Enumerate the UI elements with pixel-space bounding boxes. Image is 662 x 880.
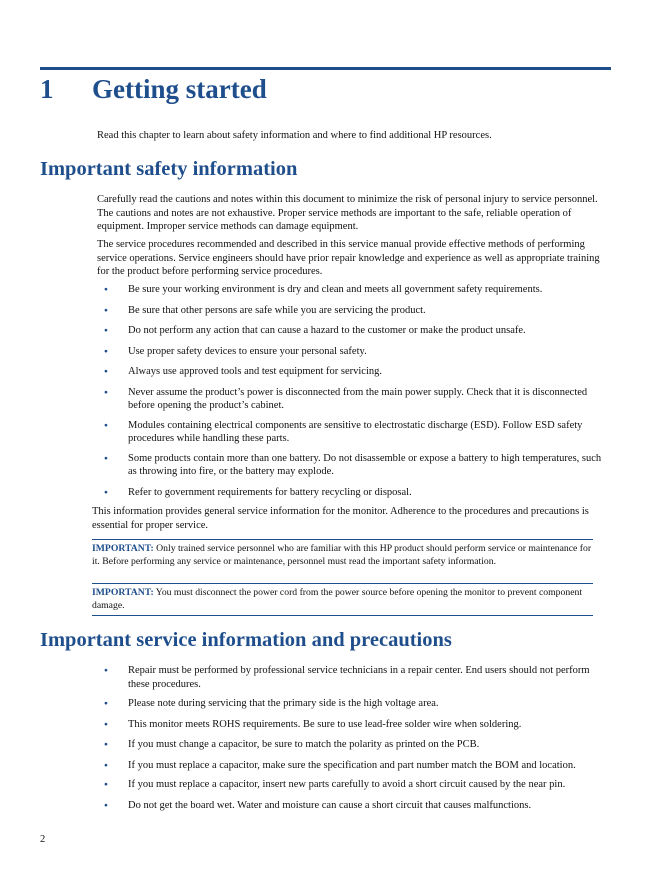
list-item: ● If you must replace a capacitor, make sure the specification and part number match the BOM and location.: [97, 759, 602, 773]
list-item: ● Repair must be performed by professional service technicians in a repair center. End users should not perform these procedures.: [97, 664, 602, 691]
list-item: ● Be sure that other persons are safe while you are servicing the product.: [97, 304, 602, 318]
safety-closing-paragraph: This information provides general service information for the monitor. Adherence to the procedures and precautions is essential for proper service.: [92, 506, 589, 531]
chapter-title: [40, 73, 267, 105]
list-item: ● Modules containing electrical components are sensitive to electrostatic discharge (ESD). Follow ESD safety procedures while handling these parts.: [97, 419, 602, 446]
list-item: ● Some products contain more than one battery. Do not disassemble or expose a battery to high temperatures, such as throwing into fire, or the battery may explode.: [97, 452, 602, 479]
chapter-number: 1: [40, 74, 54, 104]
important-note-text: You must disconnect the power cord from the power source before opening the monitor to prevent component damage.: [92, 587, 583, 612]
important-label: IMPORTANT:: [92, 587, 154, 598]
safety-bullet-list: [97, 283, 602, 499]
important-note-2: [92, 583, 593, 616]
important-label: IMPORTANT:: [92, 543, 154, 554]
list-item: ● Please note during servicing that the primary side is the high voltage area.: [97, 697, 602, 711]
list-item: ● Use proper safety devices to ensure your personal safety.: [97, 345, 602, 359]
chapter-title-text: Getting started: [92, 74, 267, 104]
service-bullet-list: [97, 664, 602, 812]
list-item: ● Always use approved tools and test equipment for servicing.: [97, 365, 602, 379]
list-item: ● Do not perform any action that can cause a hazard to the customer or make the product unsafe.: [97, 324, 602, 338]
intro-paragraph: Read this chapter to learn about safety information and where to find additional HP resources.: [97, 130, 492, 141]
list-item: ● Be sure your working environment is dry and clean and meets all government safety requirements.: [97, 283, 602, 297]
service-heading: Important service information and precautions: [40, 629, 452, 651]
safety-paragraph-2: The service procedures recommended and described in this service manual provide effective methods of performing service operations. Service engineers should have prior repair knowledge and experience as well as appropriate training for the product before performing service procedures.: [97, 239, 600, 277]
important-note-1: [92, 539, 593, 569]
list-item: ● Never assume the product’s power is disconnected from the main power supply. Check that it is disconnected before opening the product’s cabinet.: [97, 386, 602, 413]
safety-heading: Important safety information: [40, 158, 298, 180]
important-note-text: Only trained service personnel who are familiar with this HP product should perform service or maintenance for it. Before performing any service or maintenance, personnel must read the important safety information.: [92, 543, 592, 568]
list-item: ● Do not get the board wet. Water and moisture can cause a short circuit that causes malfunctions.: [97, 799, 602, 813]
list-item: ● If you must change a capacitor, be sure to match the polarity as printed on the PCB.: [97, 738, 602, 752]
page-number: 2: [40, 834, 46, 845]
safety-paragraph-1: Carefully read the cautions and notes within this document to minimize the risk of personal injury to service personnel. The cautions and notes are not exhaustive. Proper service methods are important to the safe, reliable operation of equipment. Improper service methods can damage equipment.: [97, 194, 598, 232]
chapter-top-rule: [40, 67, 611, 70]
list-item: ● Refer to government requirements for battery recycling or disposal.: [97, 486, 602, 500]
list-item: ● If you must replace a capacitor, insert new parts carefully to avoid a short circuit caused by the near pin.: [97, 778, 602, 792]
list-item: ● This monitor meets ROHS requirements. Be sure to use lead-free solder wire when soldering.: [97, 718, 602, 732]
